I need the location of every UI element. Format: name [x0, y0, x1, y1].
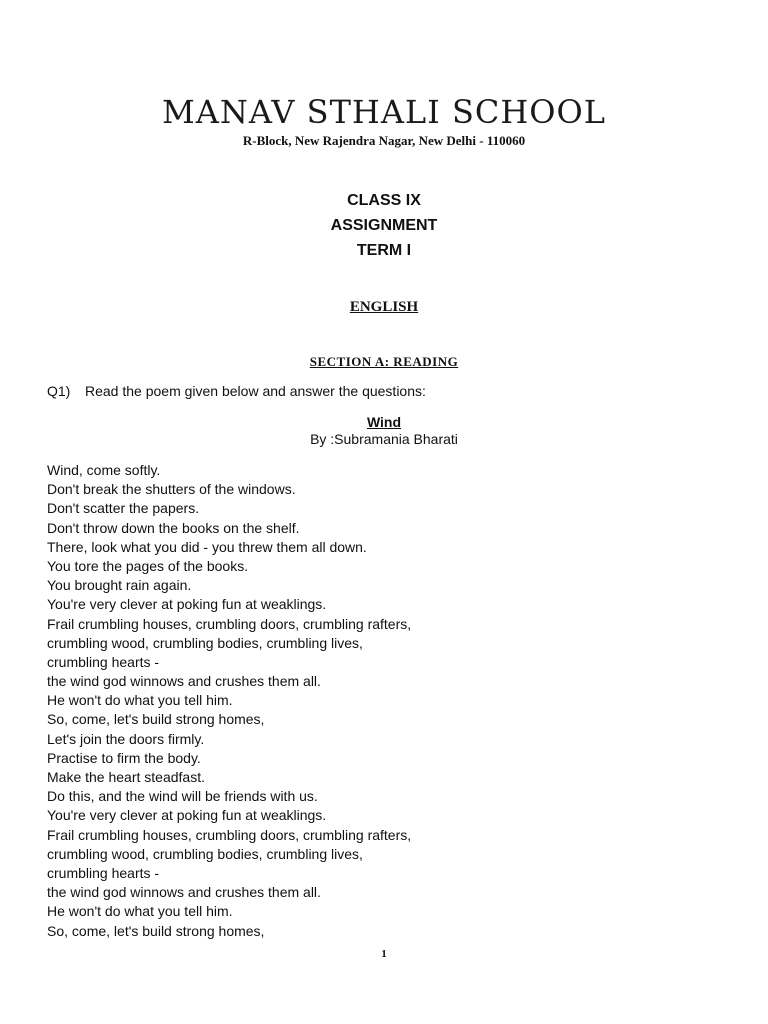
poem-line: You brought rain again.	[47, 577, 192, 594]
poem-line: Wind, come softly.	[47, 462, 161, 478]
poem-line: You're very clever at poking fun at weaklings.	[47, 807, 327, 824]
poem-line: the wind god winnows and crushes them all.	[47, 673, 321, 690]
school-address: R-Block, New Rajendra Nagar, New Delhi - 110060	[242, 133, 526, 148]
poem-line: Frail crumbling houses, crumbling doors, crumbling rafters,	[47, 826, 412, 843]
poem-line: Don't break the shutters of the windows.	[47, 481, 296, 498]
poem-line: Make the heart steadfast.	[47, 769, 205, 785]
poem-line: There, look what you did - you threw them all down.	[47, 538, 367, 555]
poem-line: Let's join the doors firmly.	[47, 730, 205, 747]
poem-title-text: Wind	[366, 414, 402, 430]
poem-line: He won't do what you tell him.	[47, 903, 233, 920]
question-number: Q1)	[47, 383, 71, 399]
poem-line: You tore the pages of the books.	[47, 557, 249, 574]
poem-line: Do this, and the wind will be friends with us.	[47, 788, 318, 805]
poem-title	[0, 414, 768, 430]
poem-line: crumbling hearts -	[47, 864, 160, 881]
question-text: Read the poem given below and answer the questions:	[85, 383, 426, 399]
poem-line: So, come, let's build strong homes,	[47, 711, 265, 728]
poem-body	[47, 461, 411, 941]
class-heading: CLASS IX	[347, 192, 421, 209]
subject-label: ENGLISH	[349, 299, 419, 315]
question-prompt	[47, 383, 426, 399]
poem-line: Don't throw down the books on the shelf.	[47, 519, 300, 536]
term-heading: TERM I	[356, 242, 412, 259]
section-heading	[0, 354, 768, 370]
poem-line: You're very clever at poking fun at weaklings.	[47, 596, 327, 613]
poem-line: He won't do what you tell him.	[47, 692, 233, 709]
poem-line: Frail crumbling houses, crumbling doors, crumbling rafters,	[47, 615, 412, 632]
poem-line: crumbling hearts -	[47, 653, 160, 670]
poem-line: the wind god winnows and crushes them all.	[47, 884, 321, 901]
page-number: 1	[381, 948, 387, 960]
subject-heading	[0, 299, 768, 316]
poem-line: crumbling wood, crumbling bodies, crumbling lives,	[47, 845, 363, 862]
poem-author: By :Subramania Bharati	[310, 431, 458, 447]
poem-line: crumbling wood, crumbling bodies, crumbling lives,	[47, 634, 363, 651]
poem-line: Don't scatter the papers.	[47, 500, 200, 517]
section-label: SECTION A: READING	[309, 354, 459, 369]
school-name: MANAV STHALI SCHOOL	[161, 93, 607, 131]
poem-line: Practise to firm the body.	[47, 749, 201, 766]
assignment-heading: ASSIGNMENT	[330, 217, 438, 234]
poem-line: So, come, let's build strong homes,	[47, 922, 265, 939]
